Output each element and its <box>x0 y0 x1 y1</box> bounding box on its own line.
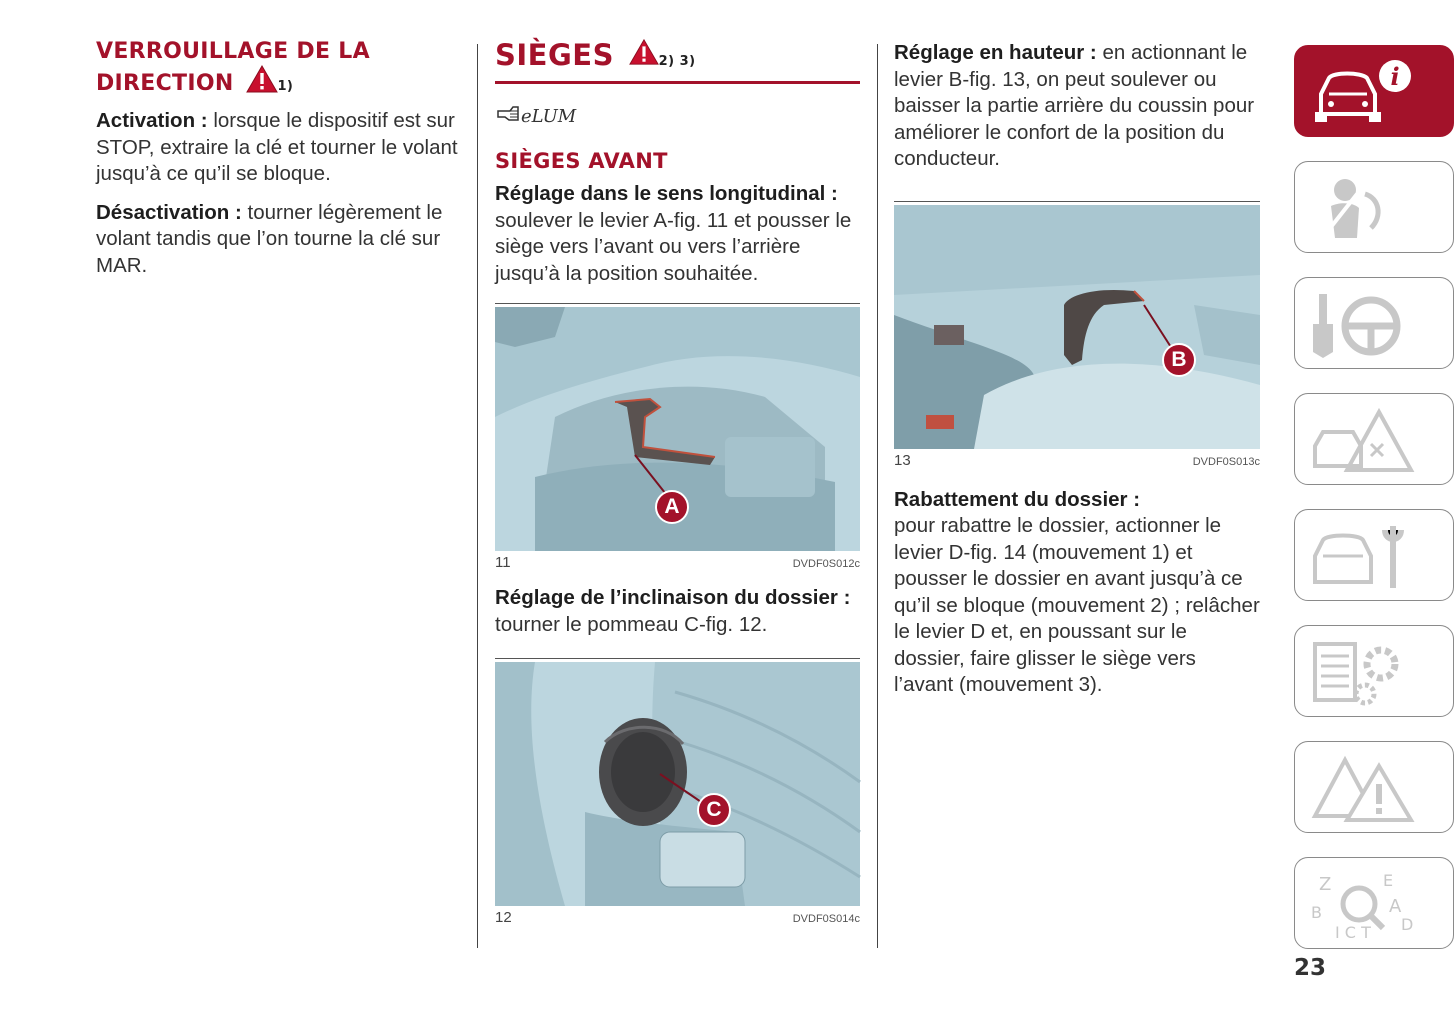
height-adjustment-paragraph <box>894 40 1260 173</box>
figure-11-caption <box>495 554 860 571</box>
deactivation-paragraph <box>96 200 458 280</box>
svg-text:I C T: I C T <box>1335 923 1371 942</box>
page-number: 23 <box>1294 955 1327 981</box>
activation-label: Activation : <box>96 109 208 132</box>
column-steering-lock <box>96 38 458 291</box>
height-text: en actionnant le levier B-fig. 13, on peut soulever ou baisser la partie arrière du coussin pour améliorer le confort de la position du conducteur. <box>894 41 1255 170</box>
deactivation-text: tourner légèrement le volant tandis que l’on tourne la clé sur MAR. <box>96 200 443 277</box>
key-steering-wheel-icon <box>1309 288 1419 360</box>
longitudinal-text: soulever le levier A-fig. 11 et pousser le siège vers l’avant ou vers l’arrière jusqu’à la position souhaitée. <box>495 208 852 285</box>
activation-paragraph <box>96 108 458 188</box>
emergency-icon <box>1309 404 1419 476</box>
title-line-2: DIRECTION <box>96 71 234 96</box>
activation-text: lorsque le dispositif est sur STOP, extraire la clé et tourner le volant jusqu’à ce qu’il se bloque. <box>96 109 458 185</box>
tab-car-info[interactable] <box>1294 45 1454 137</box>
figure-12-photo <box>495 662 860 906</box>
figure-11-code: DVDF0S012c <box>792 558 860 570</box>
callout-a: A <box>655 490 689 524</box>
svg-text:E: E <box>1383 871 1394 890</box>
figure-top-rule <box>495 303 860 304</box>
figure-12-code: DVDF0S014c <box>792 913 860 925</box>
figure-12 <box>495 658 860 926</box>
column-divider-2 <box>877 44 878 948</box>
tab-warnings[interactable] <box>1294 741 1454 833</box>
subtitle-front-seats: SIÈGES AVANT <box>495 149 668 173</box>
callout-c: C <box>697 793 731 827</box>
figure-13-code: DVDF0S013c <box>1192 455 1260 468</box>
title-line-1: VERROUILLAGE DE LA <box>96 39 370 64</box>
callout-b: B <box>1162 343 1196 377</box>
column-height-adjustment <box>894 38 1260 711</box>
figure-12-number: 12 <box>495 909 512 926</box>
tab-technical-data[interactable] <box>1294 625 1454 717</box>
svg-text:i: i <box>1390 62 1400 91</box>
title-note: 2) 3) <box>658 54 696 69</box>
figure-11 <box>495 303 860 571</box>
safety-airbag-icon <box>1309 172 1419 244</box>
svg-text:A: A <box>1389 896 1402 917</box>
inclination-text: tourner le pommeau C-fig. 12. <box>495 612 768 636</box>
warning-icon <box>246 65 278 100</box>
column-divider-1 <box>477 44 478 948</box>
figure-13 <box>894 201 1260 469</box>
folding-label: Rabattement du dossier : <box>894 487 1141 511</box>
seats-title-text: SIÈGES <box>495 38 614 72</box>
deactivation-label: Désactivation : <box>96 200 242 224</box>
index-search-icon <box>1309 868 1419 940</box>
figure-top-rule <box>894 201 1260 202</box>
tab-index[interactable] <box>1294 857 1454 949</box>
section-title-steering-lock <box>96 38 458 100</box>
column-seats <box>495 38 860 926</box>
svg-text:Z: Z <box>1319 874 1332 895</box>
warning-triangles-icon <box>1309 752 1419 824</box>
technical-data-icon <box>1309 636 1419 708</box>
title-note: 1) <box>277 79 294 94</box>
inclination-label: Réglage de l’inclinaison du dossier : <box>495 586 851 609</box>
figure-top-rule <box>495 658 860 659</box>
tab-starting-driving[interactable] <box>1294 277 1454 369</box>
folding-text: pour rabattre le dossier, actionner le levier D-fig. 14 (mouvement 1) et pousser le dossier en avant jusqu’à ce qu’il se bloque (mouvement 2) ; relâcher le levier D et, en poussant sur le dossier, faire glisser le siège vers l’avant (mouvement 3). <box>894 514 1260 696</box>
car-maintenance-icon <box>1309 520 1419 592</box>
longitudinal-label: Réglage dans le sens longitudinal : <box>495 182 838 205</box>
tab-maintenance[interactable] <box>1294 509 1454 601</box>
tab-emergency[interactable] <box>1294 393 1454 485</box>
svg-text:D: D <box>1401 915 1414 934</box>
figure-13-caption <box>894 452 1260 469</box>
height-label: Réglage en hauteur : <box>894 41 1097 64</box>
svg-text:eLUM: eLUM <box>521 106 577 127</box>
figure-11-number: 11 <box>495 554 511 571</box>
figure-13-number: 13 <box>894 451 911 469</box>
title-underline <box>495 81 860 84</box>
hand-elum-icon <box>495 98 860 128</box>
backrest-inclination-paragraph <box>495 585 860 638</box>
figure-13-photo <box>894 205 1260 449</box>
figure-12-caption <box>495 909 860 926</box>
warning-icon <box>629 38 659 73</box>
tab-safety[interactable] <box>1294 161 1454 253</box>
section-title-seats <box>495 38 860 79</box>
svg-text:B: B <box>1311 903 1322 922</box>
backrest-folding-paragraph <box>894 487 1260 699</box>
car-info-icon <box>1309 56 1419 128</box>
longitudinal-adjustment-paragraph <box>495 181 860 287</box>
